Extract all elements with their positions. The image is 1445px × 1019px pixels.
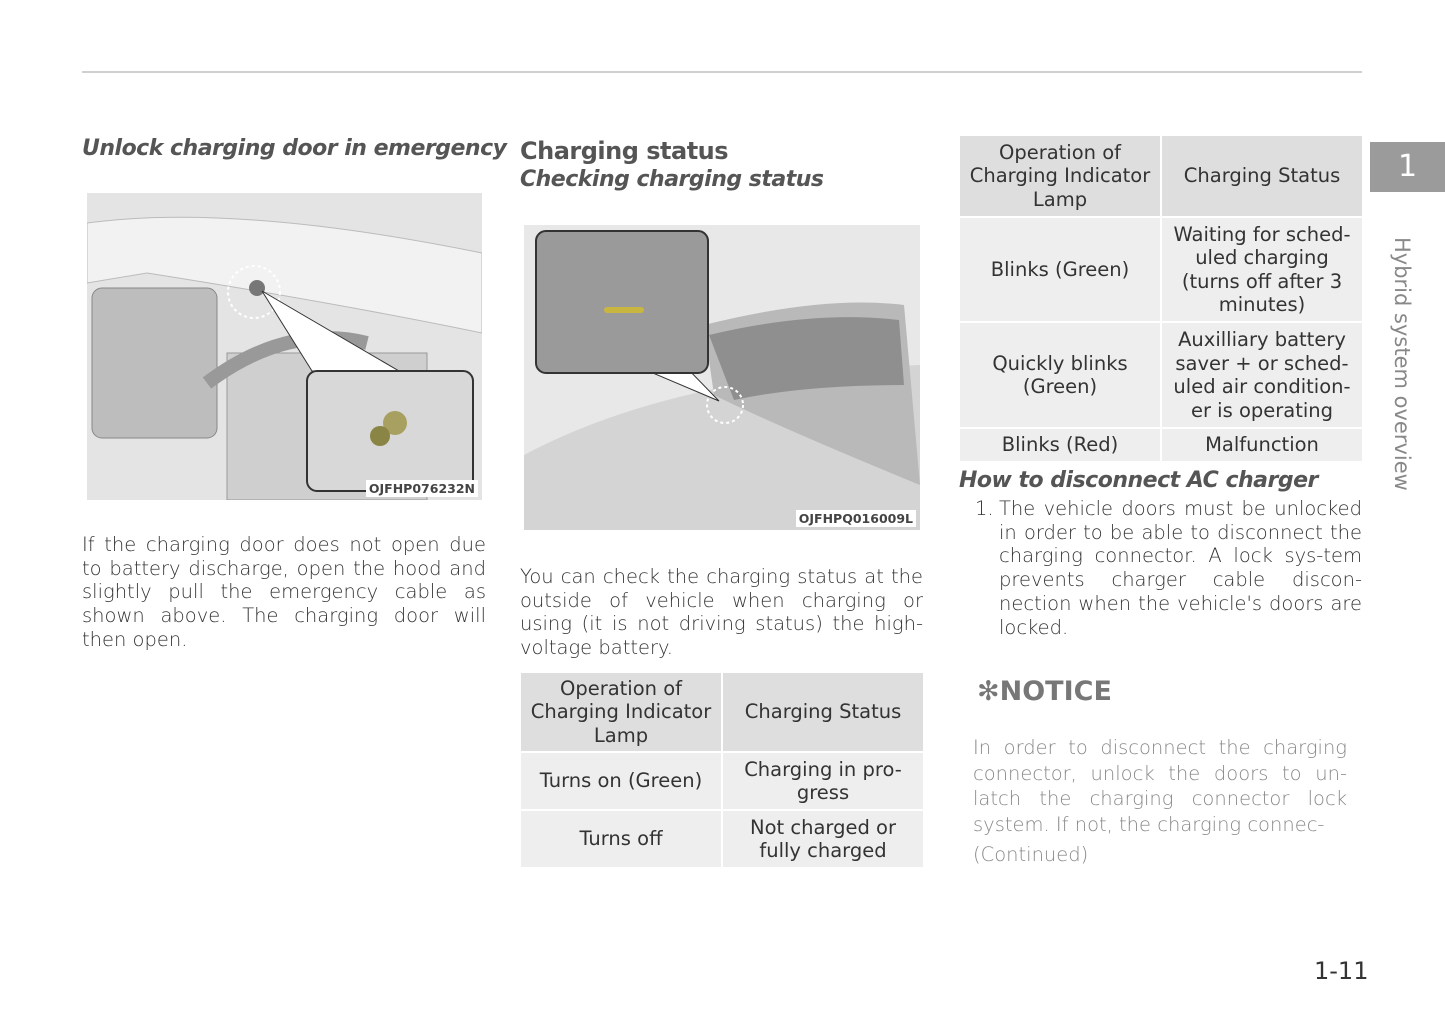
list-number: 1. [975,497,994,520]
continued-label: (Continued) [973,843,1089,866]
checking-paragraph: You can check the charging status at the outside of vehicle when charging or using (it is not driving status) the high-voltage battery. [520,565,923,660]
header-rule [82,71,1362,73]
unlock-paragraph: If the charging door does not open due to battery discharge, open the hood and slightly pull the emergency cable as shown above. The charging door will then open. [82,533,486,651]
asterisk-icon: ✻ [977,676,1000,707]
engine-bay-illustration [87,193,482,500]
table-cell: Auxilliary battery saver + or sched-uled air condition-er is operating [1161,322,1363,428]
column-header: Charging Status [1161,135,1363,217]
figure-code: OJFHP076232N [366,480,478,497]
table-cell: Turns off [520,810,722,868]
car-hood-illustration [524,225,920,530]
table-cell: Malfunction [1161,428,1363,462]
section-title-vertical: Hybrid system overview [1390,237,1414,491]
checking-status-subheading: Checking charging status [520,167,824,192]
indicator-table-1 [519,671,925,869]
chapter-tab: 1 [1370,142,1445,192]
indicator-table-2 [958,134,1364,463]
table-cell: Blinks (Red) [959,428,1161,462]
figure-code: OJFHPQ016009L [796,510,916,527]
notice-title-row [977,676,1112,707]
table-cell: Turns on (Green) [520,752,722,810]
table-cell: Charging in pro-gress [722,752,924,810]
page-number: 1-11 [1314,957,1369,985]
column-header: Charging Status [722,672,924,752]
table-cell: Blinks (Green) [959,217,1161,322]
column-header: Operation of Charging Indicator Lamp [959,135,1161,217]
table-cell: Waiting for sched-uled charging (turns off after 3 minutes) [1161,217,1363,322]
table-cell: Quickly blinks (Green) [959,322,1161,428]
engine-bay-figure [87,193,482,500]
table-cell: Not charged or fully charged [722,810,924,868]
column-header: Operation of Charging Indicator Lamp [520,672,722,752]
notice-text: In order to disconnect the charging connector, unlock the doors to un-latch the charging connector lock system. If not, the charging connec- [973,736,1347,836]
unlock-heading: Unlock charging door in emergency [82,136,507,161]
charging-status-heading: Charging status [520,137,729,165]
list-item: The vehicle doors must be unlocked in order to be able to disconnect the charging connector. A lock sys-tem prevents charger cable discon-nection when the vehicle's doors are locked. [999,497,1362,639]
disconnect-heading: How to disconnect AC charger [959,468,1318,493]
car-hood-figure [524,225,920,530]
notice-title: NOTICE [999,676,1112,707]
